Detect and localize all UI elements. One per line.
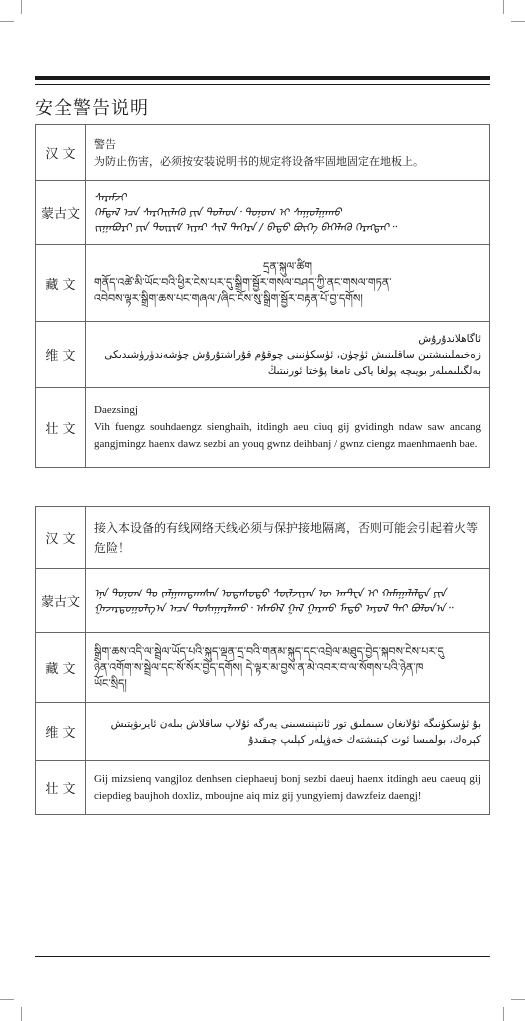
table-row [36,181,490,245]
tibetan-line: ཡོང་སྲིད། [94,676,127,690]
header-rule-thin [35,84,490,85]
crop-mark-bottom-left-h [0,999,14,1000]
table-row [36,569,490,633]
mongolian-line: ᠵᠢᠭᠠᠪᠤᠷᠢ ᠶᠢᠨ ᠳᠦᠷᠢᠮ ᠢᠶᠡᠷ ᠰᠢᠯ ᠲᠡᠭᠡᠷᠡ / ᠪᠠᠲᠤ ᠪᠥᠬᠡ ᠪᠡᠭᠡᠯᠡᠬᠦ ᠬᠡᠷᠡᠭᠲᠡᠢ᠃ [94,221,397,234]
language-label-chinese: 汉 文 [36,507,86,569]
tibetan-line: གནོད་འཚེ་མི་ཡོང་བའི་ཕྱིར་ངེས་པར་དུ་སྒྲིག་སྦྱོར་གསལ་བཤད་ཀྱི་ནང་གསལ་གཏན་ [94,276,392,289]
footer-rule [35,956,490,957]
uyghur-line: زەخىملىنىشتىن ساقلىنىش ئۈچۈن، ئۈسكۈنىنى چوقۇم قۇراشتۇرۇش چۈشەندۈرۈشىدىكى [104,348,481,361]
language-label-chinese: 汉 文 [36,125,86,181]
uyghur-line: كېرەك، بولمىسا ئوت كېتىشتەك خەۋپلەر كېلىپ چىقىدۇ [248,733,481,746]
crop-mark-bottom-right-h [511,999,525,1000]
crop-mark-bottom-right [503,1007,504,1021]
uyghur-line: بەلگىلىمىلەر بويىچە پولغا ياكى تامغا پۇختا ئورنىتىڭ [267,364,481,377]
language-label-uyghur: 维 文 [36,703,86,761]
tibetan-line: ཉེན་འགོག་ས་སྦྲེལ་དང་སོ་སོར་བྱེད་དགོས། དེ་ལྟར་མ་བྱས་ན་མེ་འབར་བ་ལ་སོགས་པའི་ཉེན་ཁ [94,660,424,674]
crop-mark-top-right-h [511,21,525,22]
table-row [36,507,490,569]
uyghur-heading: ئاگاھلاندۇرۇش [418,332,481,345]
table-row [36,125,490,181]
table-row [36,245,490,322]
tibetan-text-cell [86,245,490,322]
chinese-text-cell [86,125,490,181]
page-title: 安全警告说明 [35,98,149,119]
language-label-zhuang: 壮 文 [36,388,86,468]
tibetan-line: སྒྲིག་ཆས་འདི་ལ་སྦྲེལ་ཡོད་པའི་སྐུད་ལྡན་དྲ་བའི་གནམ་སྐུད་དང་འབྲེལ་མཐུད་བྱེད་སྐབས་ངེས་པར་དུ [94,644,444,658]
language-label-zhuang: 壮 文 [36,761,86,815]
language-label-mongolian: 蒙古文 [36,181,86,245]
language-label-mongolian: 蒙古文 [36,569,86,633]
zhuang-text: Daezsingj Vih fuengz souhdaengz sienghaih, itdingh aeu ciuq gij gvidingh ndaw saw ancang gangjmingz haenx dawz sezbi an youq gwnz deihbanj / gwnz ciengz maenhmaenh bae. [86,388,490,468]
mongolian-line: ᠡᠨᠡ ᠲᠣᠨᠤᠭ ᠲᠤ ᠵᠠᠯᠭᠠᠭᠳᠠᠭᠰᠠᠨ ᠤᠲᠠᠰᠤᠲᠤ ᠰᠦᠯᠵᠢᠶᠡᠨ ᠦ ᠠᠨᠲ᠋ᠧᠨ ᠢ ᠬᠠᠮᠠᠭᠠᠯᠠᠯᠲᠠ ᠶᠢᠨ [94,586,446,600]
mongolian-text-cell [86,569,490,633]
warning-text: 为防止伤害，必须按安装说明书的规定将设备牢固地固定在地板上。 [94,154,424,168]
uyghur-text-cell [86,703,490,761]
crop-mark-top-left [21,0,22,14]
mongolian-line: ᠭᠡᠮᠲᠡᠯ ᠡᠴᠡ ᠰᠡᠷᠭᠡᠢᠯᠡᠬᠦ ᠶᠢᠨ ᠲᠤᠯᠠᠳ᠂ ᠲᠣᠨᠤᠭ ᠢ ᠰᠠᠭᠤᠯᠭᠠᠬᠤ [94,206,342,219]
tibetan-line: འབེབས་ལྟར་སྒྲིག་ཆས་པང་གཞལ་/ཞིང་ངོས་སུ་སྒྲིག་སྦྱོར་བརྟན་པོ་བྱ་དགོས། [94,292,363,305]
warning-text: 接入本设备的有线网络天线必须与保护接地隔离，否则可能会引起着火等危险！ [94,520,479,555]
warning-table-floor-mount [35,124,490,468]
crop-mark-top-left-h [0,21,14,22]
table-row [36,633,490,703]
crop-mark-top-right [503,0,504,14]
mongolian-line: ᠭᠠᠵᠠᠷᠳᠤᠭᠤᠯᠭ᠎ᠠ ᠠᠴᠠ ᠲᠤᠰᠠᠭᠠᠷᠯᠠᠬᠤ᠂ ᠡᠰᠡᠪᠡᠯ ᠭᠠᠯ ᠭᠠᠷᠬᠤ ᠮᠡᠳᠦ ᠠᠶᠤᠯ ᠲᠠᠢ ᠪᠣᠯᠤᠨ᠎ᠠ᠃ [94,601,453,615]
mongolian-text-cell [86,181,490,245]
language-label-uyghur: 维 文 [36,322,86,388]
table-row [36,388,490,468]
zhuang-text: Gij mizsienq vangjloz denhsen ciephaeuj bonj sezbi daeuj haenx itdingh aeu caeuq gij ciepdieg baujhoh doxliz, mboujne aiq miz gij yungyiemj dawzfeiz daengj! [86,761,490,815]
header-rule-thick [35,76,490,80]
tibetan-heading: དྲན་སྐུལ་ཚིག [262,260,313,273]
language-label-tibetan: 藏 文 [36,245,86,322]
language-label-tibetan: 藏 文 [36,633,86,703]
warning-table-antenna-grounding [35,506,490,815]
chinese-text-cell [86,507,490,569]
warning-heading: 警告 [94,137,116,151]
uyghur-line: بۇ ئۈسكۈنىگە ئۇلانغان سىملىق تور ئانتېننىسىنى يەرگە ئۇلاپ ساقلاش بىلەن ئايرىۋېتىش [110,717,481,730]
uyghur-text-cell [86,322,490,388]
table-row [36,761,490,815]
crop-mark-bottom-left [21,1007,22,1021]
mongolian-heading: ᠰᠡᠷᠡᠮᠵᠢ [94,191,127,204]
table-row [36,322,490,388]
table-row [36,703,490,761]
tibetan-text-cell [86,633,490,703]
